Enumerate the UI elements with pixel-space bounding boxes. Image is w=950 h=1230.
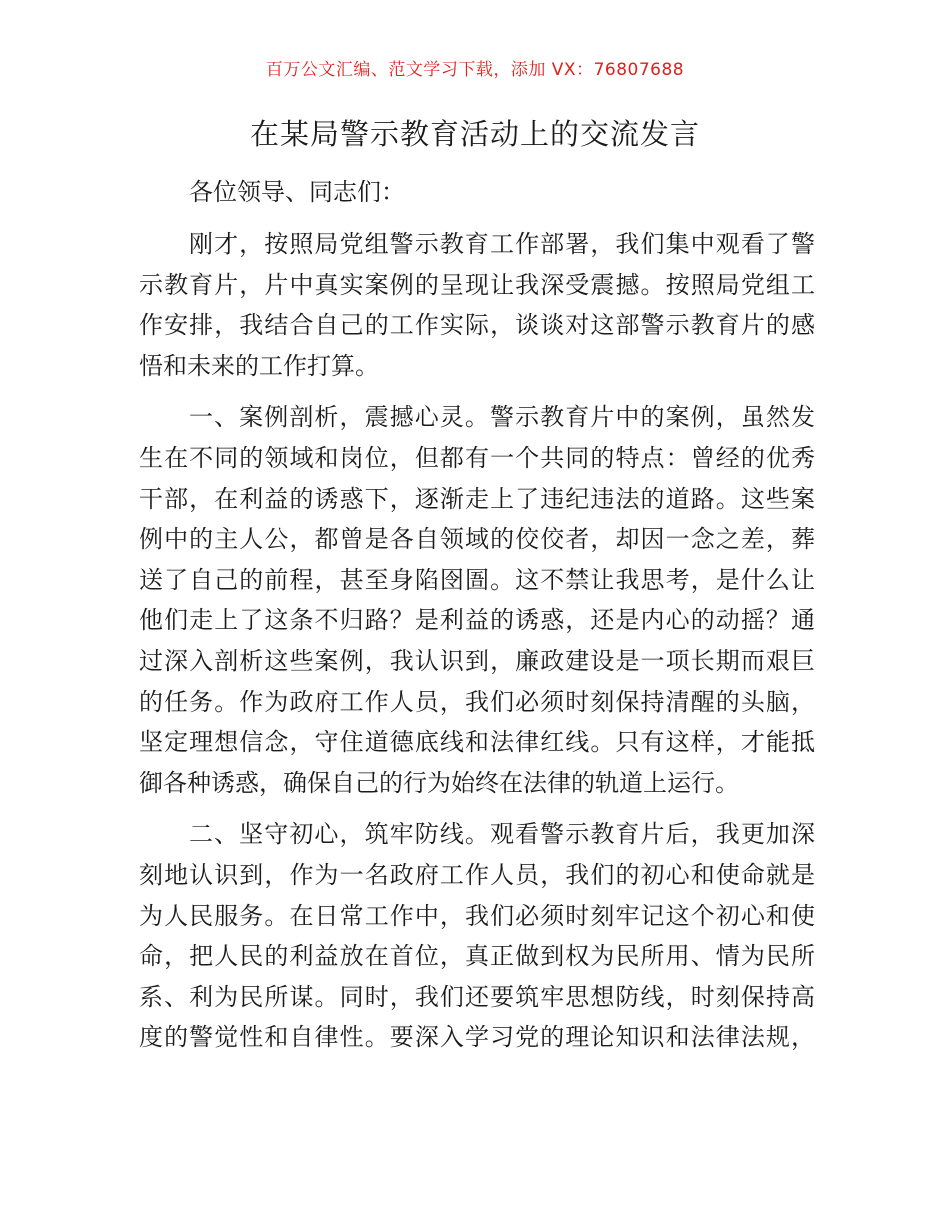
salutation: 各位领导、同志们： <box>189 178 405 206</box>
text-line: 一、案例剖析，震撼心灵。警示教育片中的案例，虽然发 <box>189 403 815 432</box>
text-line: 坚定理想信念，守住道德底线和法律红线。只有这样，才能抵 <box>139 728 815 757</box>
paragraph-section-2 <box>139 814 815 1058</box>
text-line: 系、利为民所谋。同时，我们还要筑牢思想防线，时刻保持高 <box>139 982 815 1011</box>
text-line: 命，把人民的利益放在首位，真正做到权为民所用、情为民所 <box>139 942 815 971</box>
text-line: 为人民服务。在日常工作中，我们必须时刻牢记这个初心和使 <box>139 901 815 930</box>
text-line: 生在不同的领域和岗位，但都有一个共同的特点：曾经的优秀 <box>139 443 815 472</box>
text-line: 度的警觉性和自律性。要深入学习党的理论知识和法律法规， <box>139 1023 815 1052</box>
text-line: 刚才，按照局党组警示教育工作部署，我们集中观看了警 <box>189 230 815 258</box>
paragraph-section-1 <box>139 397 815 803</box>
text-line: 悟和未来的工作打算。 <box>139 351 379 380</box>
text-line: 送了自己的前程，甚至身陷囹圄。这不禁让我思考，是什么让 <box>139 565 815 594</box>
document-body <box>139 171 815 1058</box>
paragraph-intro <box>139 224 815 386</box>
text-line: 他们走上了这条不归路？是利益的诱惑，还是内心的动摇？通 <box>139 606 815 635</box>
text-line: 的任务。作为政府工作人员，我们必须时刻保持清醒的头脑， <box>139 687 815 716</box>
text-line: 二、坚守初心，筑牢防线。观看警示教育片后，我更加深 <box>189 820 815 849</box>
header-contact-note: 百万公文汇编、范文学习下载，添加 VX：76807688 <box>265 60 685 80</box>
text-line: 示教育片，片中真实案例的呈现让我深受震撼。按照局党组工 <box>139 270 815 299</box>
text-line: 作安排，我结合自己的工作实际，谈谈对这部警示教育片的感 <box>139 311 815 340</box>
text-line: 例中的主人公，都曾是各自领域的佼佼者，却因一念之差，葬 <box>139 525 815 554</box>
text-line: 御各种诱惑，确保自己的行为始终在法律的轨道上运行。 <box>139 768 739 797</box>
text-line: 过深入剖析这些案例，我认识到，廉政建设是一项长期而艰巨 <box>139 646 815 675</box>
text-line: 干部，在利益的诱惑下，逐渐走上了违纪违法的道路。这些案 <box>139 484 815 513</box>
text-line: 刻地认识到，作为一名政府工作人员，我们的初心和使命就是 <box>139 860 815 889</box>
document-title: 在某局警示教育活动上的交流发言 <box>249 117 700 151</box>
